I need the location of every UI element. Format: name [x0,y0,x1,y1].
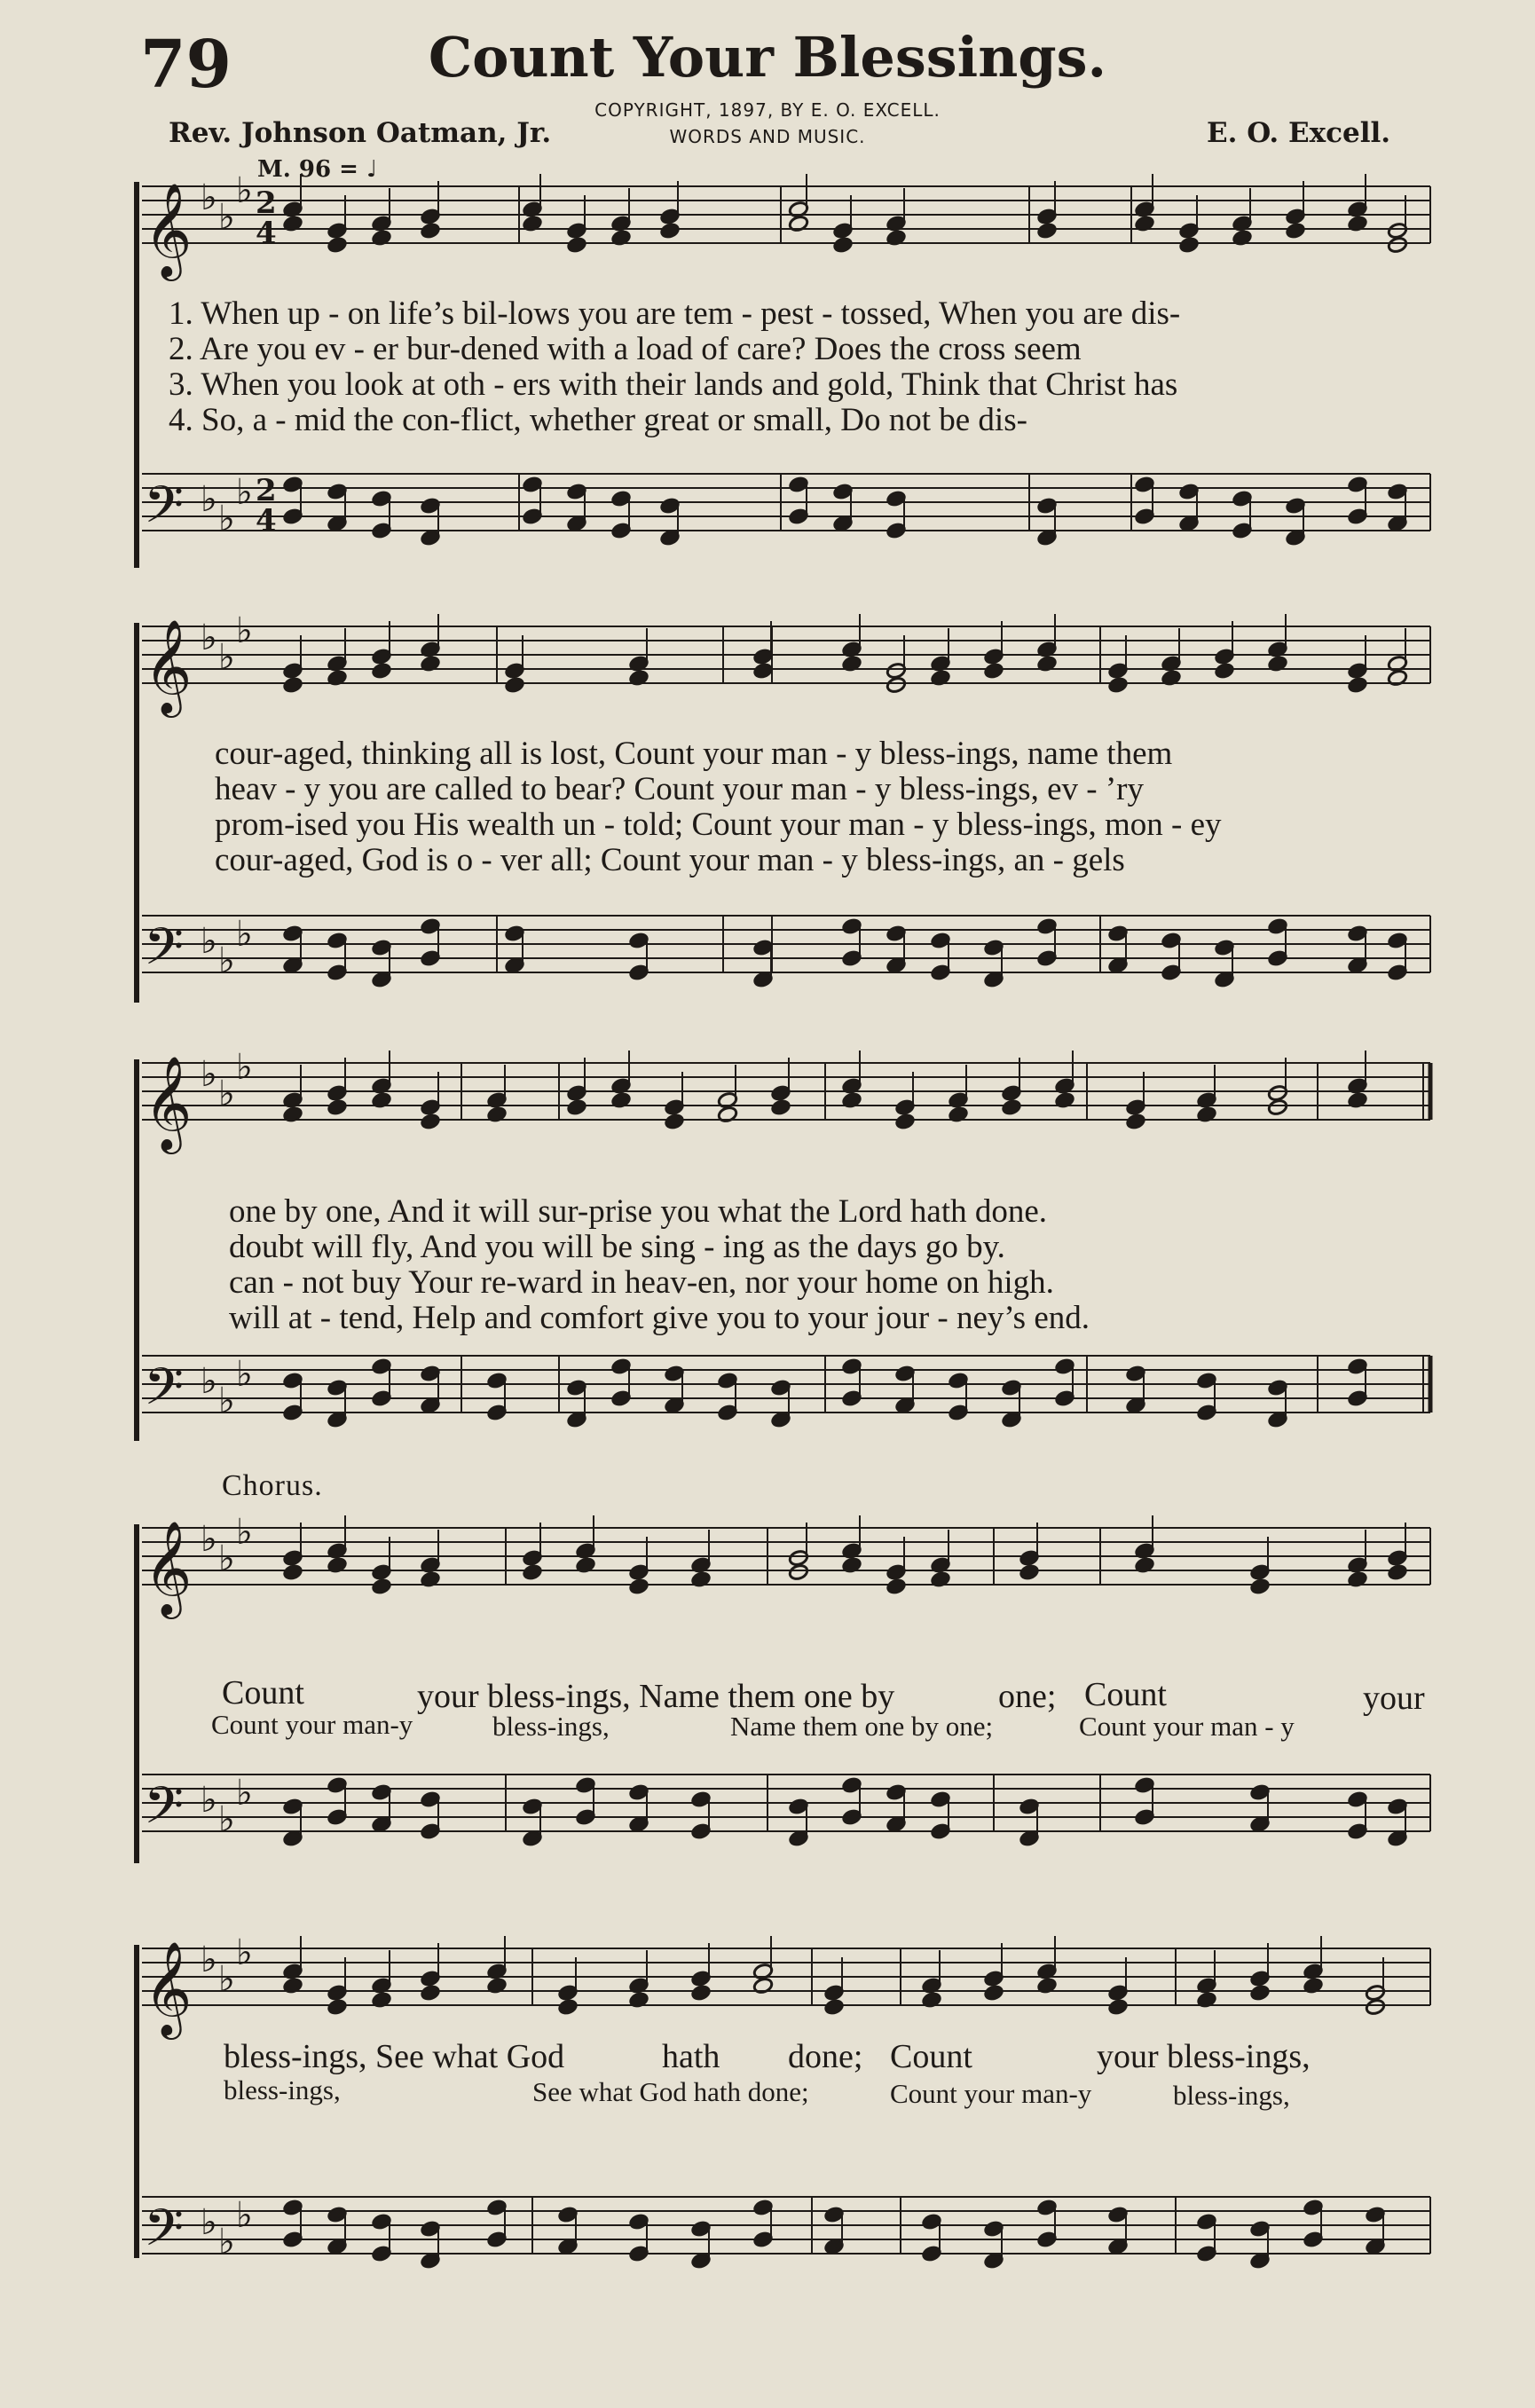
svg-text:♭: ♭ [218,1959,235,2000]
tempo-text: M. 96 = [257,156,358,183]
notehead [371,1578,392,1595]
notehead [983,662,1004,680]
verse-3-line: 3. When you look at oth - ers with their lands and gold, Think that Christ has [169,366,1178,403]
notehead [504,676,525,694]
chorus-word: your bless-ings, Name them one by [417,1678,895,1715]
svg-text:♭: ♭ [201,1361,217,1402]
svg-text:𝄞: 𝄞 [144,1940,193,2035]
chorus-echo: Count your man-y [890,2078,1092,2109]
words-and-music-line: WORDS AND MUSIC. [669,126,866,147]
svg-text:♭: ♭ [201,2202,217,2243]
svg-text:♭: ♭ [201,1780,217,1821]
svg-text:♭: ♭ [236,1773,253,1814]
notehead [1178,236,1200,254]
svg-text:𝄞: 𝄞 [144,1055,193,1150]
svg-text:♭: ♭ [201,1940,217,1980]
verse-4-line: cour-aged, God is o - ver all; Count your man - y bless-ings, an - gels [215,842,1125,878]
svg-text:♭: ♭ [236,610,253,651]
verse-2-line: 2. Are you ev - er bur-dened with a load of care? Does the cross seem [169,331,1082,367]
notehead [664,1113,685,1130]
notehead [1001,1098,1022,1116]
verse-1-line: cour-aged, thinking all is lost, Count your man - y bless-ings, name them [215,736,1173,772]
chorus-echo: Name them one by one; [730,1711,994,1742]
verse-3-line: prom-ised you His wealth un - told; Count your man - y bless-ings, mon - ey [215,807,1222,843]
svg-text:2: 2 [256,185,277,221]
notehead [886,676,907,694]
notehead [1347,676,1368,694]
chorus-word: one; [998,1678,1057,1715]
svg-text:♭: ♭ [218,940,235,981]
svg-text:♭: ♭ [236,1047,253,1088]
verse-3-line: can - not buy Your re-ward in heav-en, nor your home on high. [229,1264,1054,1301]
verse-4-line: will at - tend, Help and comfort give you to your jour - ney’s end. [229,1300,1090,1336]
bass-clef-icon: 𝄢 [144,475,185,547]
svg-text:♭: ♭ [201,1054,217,1095]
verse-4-line: 4. So, a - mid the con-flict, whether great or small, Do not be dis- [169,402,1027,438]
chorus-word: your [1363,1680,1425,1717]
notehead [557,1998,579,2016]
chorus-label: Chorus. [222,1469,323,1502]
verse-2-line: heav - y you are called to bear? Count your man - y bless-ings, ev - ’ry [215,771,1144,807]
verse-lyrics-system-2 [215,736,1475,878]
notehead [1019,1563,1040,1581]
notehead [1249,1578,1271,1595]
notehead [823,1998,845,2016]
svg-text:♭: ♭ [236,2195,253,2236]
notehead [1267,1098,1288,1116]
composer: E. O. Excell. [1207,117,1391,149]
svg-text:𝄢: 𝄢 [144,1775,185,1848]
chorus-echo: bless-ings, [492,1711,610,1742]
svg-text:♭: ♭ [201,177,217,218]
notehead [371,662,392,680]
notehead [628,1578,649,1595]
chorus-word: Count [890,2038,972,2075]
chorus-echo: Count your man-y [211,1709,413,1740]
svg-text:𝄢: 𝄢 [144,1357,185,1429]
chorus-word: done; [788,2038,863,2075]
verse-1-line: one by one, And it will sur-prise you what the Lord hath done. [229,1193,1048,1230]
notehead [1387,1563,1408,1581]
notehead [1285,222,1306,240]
svg-text:♭: ♭ [218,2222,235,2262]
svg-text:♭: ♭ [218,1538,235,1579]
svg-text:4: 4 [256,503,277,539]
svg-text:♭: ♭ [201,479,217,520]
chorus-word: your bless-ings, [1097,2038,1311,2075]
notehead [659,222,681,240]
verse-lyrics-system-1 [169,296,1429,438]
svg-text:♭: ♭ [201,1519,217,1560]
lyricist: Rev. Johnson Oatman, Jr. [169,117,552,149]
notehead [1214,662,1235,680]
verse-1-line: 1. When up - on life’s bil-lows you are tem - pest - tossed, When you are dis- [169,295,1181,332]
notehead [788,1563,809,1581]
svg-text:4: 4 [256,216,277,251]
notehead [420,1113,441,1130]
svg-text:𝄢: 𝄢 [144,2198,185,2270]
notehead [832,236,854,254]
notehead [327,1098,348,1116]
svg-text:♭: ♭ [218,1799,235,1840]
copyright-line: COPYRIGHT, 1897, BY E. O. EXCELL. [594,99,941,121]
notehead [522,1563,543,1581]
svg-text:♭: ♭ [201,618,217,658]
svg-text:♭: ♭ [201,921,217,962]
chorus-word: hath [662,2038,720,2075]
quarter-note-icon: ♩ [366,156,378,183]
svg-text:♭: ♭ [236,170,253,211]
svg-text:𝄢: 𝄢 [144,917,185,989]
notehead [327,236,348,254]
treble-clef-icon: 𝄞 [144,182,193,277]
notehead [690,1984,712,2002]
svg-text:♭: ♭ [218,197,235,238]
notehead [1125,1113,1146,1130]
notehead [1249,1984,1271,2002]
chorus-echo: Count your man - y [1079,1711,1295,1742]
notehead [1107,1998,1129,2016]
verse-lyrics-system-3 [229,1194,1489,1336]
notehead [1387,236,1408,254]
notehead [566,1098,587,1116]
svg-text:♭: ♭ [236,1354,253,1395]
svg-text:♭: ♭ [236,472,253,513]
svg-text:♭: ♭ [236,1932,253,1973]
hymn-title: Count Your Blessings. [428,25,1107,90]
notehead [886,1578,907,1595]
notehead [282,676,303,694]
chorus-echo: bless-ings, [224,2074,341,2105]
notehead [420,222,441,240]
notehead [894,1113,916,1130]
chorus-word: Count [222,1674,304,1712]
svg-text:2: 2 [256,473,277,508]
svg-text:♭: ♭ [218,637,235,678]
notehead [282,1563,303,1581]
notehead [983,1984,1004,2002]
svg-text:♭: ♭ [218,1381,235,1421]
chorus-echo: bless-ings, [1173,2080,1290,2111]
notehead [566,236,587,254]
hymn-number: 79 [140,27,232,103]
svg-text:♭: ♭ [236,1512,253,1553]
notehead [1107,676,1129,694]
chorus-word: Count [1084,1676,1167,1713]
svg-text:𝄞: 𝄞 [144,618,193,713]
notehead [1365,1998,1386,2016]
notehead [770,1098,791,1116]
svg-text:♭: ♭ [236,914,253,955]
svg-text:♭: ♭ [218,499,235,539]
chorus-word: bless-ings, See what God [224,2038,565,2075]
notehead [752,662,774,680]
notehead [1036,222,1058,240]
notehead [420,1984,441,2002]
svg-text:♭: ♭ [218,1074,235,1114]
notehead [327,1998,348,2016]
chorus-echo: See what God hath done; [532,2076,809,2107]
svg-text:𝄞: 𝄞 [144,1520,193,1615]
verse-2-line: doubt will fly, And you will be sing - ing as the days go by. [229,1229,1005,1265]
